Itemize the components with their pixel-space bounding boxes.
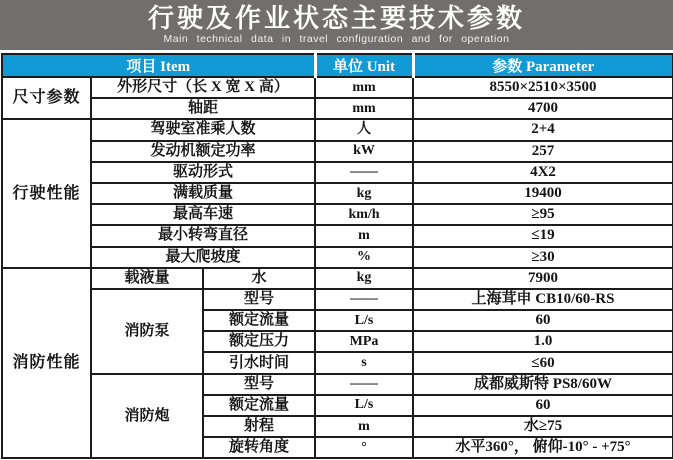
header-parameter: 参数 Parameter (413, 54, 673, 77)
row-unit: km/h (315, 204, 413, 225)
row-item: 最小转弯直径 (91, 225, 315, 246)
row-subitem: 额定流量 (203, 310, 315, 331)
row-item: 最高车速 (91, 204, 315, 225)
row-value: 4X2 (413, 162, 673, 183)
row-value: 19400 (413, 183, 673, 204)
table-row (2, 289, 673, 310)
row-value: 60 (413, 395, 673, 416)
table-row (2, 141, 673, 162)
page-title: 行驶及作业状态主要技术参数 (147, 3, 525, 33)
row-unit: ° (315, 437, 413, 458)
row-unit: 人 (315, 119, 413, 140)
row-unit: —— (315, 374, 413, 395)
table-row (2, 374, 673, 395)
row-subitem: 型号 (203, 289, 315, 310)
header-item: 项目 Item (2, 54, 315, 77)
table-row (2, 268, 673, 289)
row-unit: m (315, 416, 413, 437)
row-unit: s (315, 352, 413, 373)
row-value: ≤60 (413, 352, 673, 373)
header-unit: 单位 Unit (315, 54, 413, 77)
row-unit: mm (315, 98, 413, 119)
row-subitem: 射程 (203, 416, 315, 437)
group-label-pump: 消防泵 (91, 289, 203, 374)
row-subitem: 额定流量 (203, 395, 315, 416)
row-unit: L/s (315, 310, 413, 331)
row-value: ≥30 (413, 247, 673, 268)
row-unit: m (315, 225, 413, 246)
row-value: 水≥75 (413, 416, 673, 437)
row-item: 轴距 (91, 98, 315, 119)
row-subitem: 水 (203, 268, 315, 289)
row-value: 2+4 (413, 119, 673, 140)
row-value: 成都威斯特 PS8/60W (413, 374, 673, 395)
row-item: 满载质量 (91, 183, 315, 204)
row-value: 上海茸申 CB10/60-RS (413, 289, 673, 310)
table-row (2, 225, 673, 246)
row-item: 发动机额定功率 (91, 141, 315, 162)
row-unit: % (315, 247, 413, 268)
row-unit: L/s (315, 395, 413, 416)
row-unit: MPa (315, 331, 413, 352)
title-banner (0, 0, 673, 53)
row-value: 257 (413, 141, 673, 162)
group-label-travel: 行驶性能 (2, 119, 91, 267)
row-value: ≥95 (413, 204, 673, 225)
table-row (2, 162, 673, 183)
row-subitem: 引水时间 (203, 352, 315, 373)
row-unit: kW (315, 141, 413, 162)
row-unit: —— (315, 289, 413, 310)
row-subitem: 型号 (203, 374, 315, 395)
table-row (2, 183, 673, 204)
row-value: ≤19 (413, 225, 673, 246)
row-value: 60 (413, 310, 673, 331)
row-item: 最大爬坡度 (91, 247, 315, 268)
row-unit: —— (315, 162, 413, 183)
spec-table (1, 53, 673, 459)
table-row (2, 77, 673, 98)
row-unit: kg (315, 183, 413, 204)
row-value: 1.0 (413, 331, 673, 352)
row-subitem: 额定压力 (203, 331, 315, 352)
row-value: 8550×2510×3500 (413, 77, 673, 98)
table-row (2, 204, 673, 225)
row-subitem: 旋转角度 (203, 437, 315, 458)
row-unit: kg (315, 268, 413, 289)
table-row (2, 119, 673, 140)
group-label-fire: 消防性能 (2, 268, 91, 459)
row-item: 外形尺寸（长 X 宽 X 高） (91, 77, 315, 98)
row-value: 水平360°， 俯仰-10° - +75° (413, 437, 673, 458)
row-unit: mm (315, 77, 413, 98)
row-item: 驾驶室准乘人数 (91, 119, 315, 140)
row-value: 7900 (413, 268, 673, 289)
row-value: 4700 (413, 98, 673, 119)
row-item: 载液量 (91, 268, 203, 289)
table-header-row (2, 54, 673, 77)
group-label-size: 尺寸参数 (2, 77, 91, 119)
table-row (2, 98, 673, 119)
table-row (2, 247, 673, 268)
page-subtitle: Main technical data in travel configuration and for operation (163, 33, 510, 45)
row-item: 驱动形式 (91, 162, 315, 183)
group-label-monitor: 消防炮 (91, 374, 203, 459)
